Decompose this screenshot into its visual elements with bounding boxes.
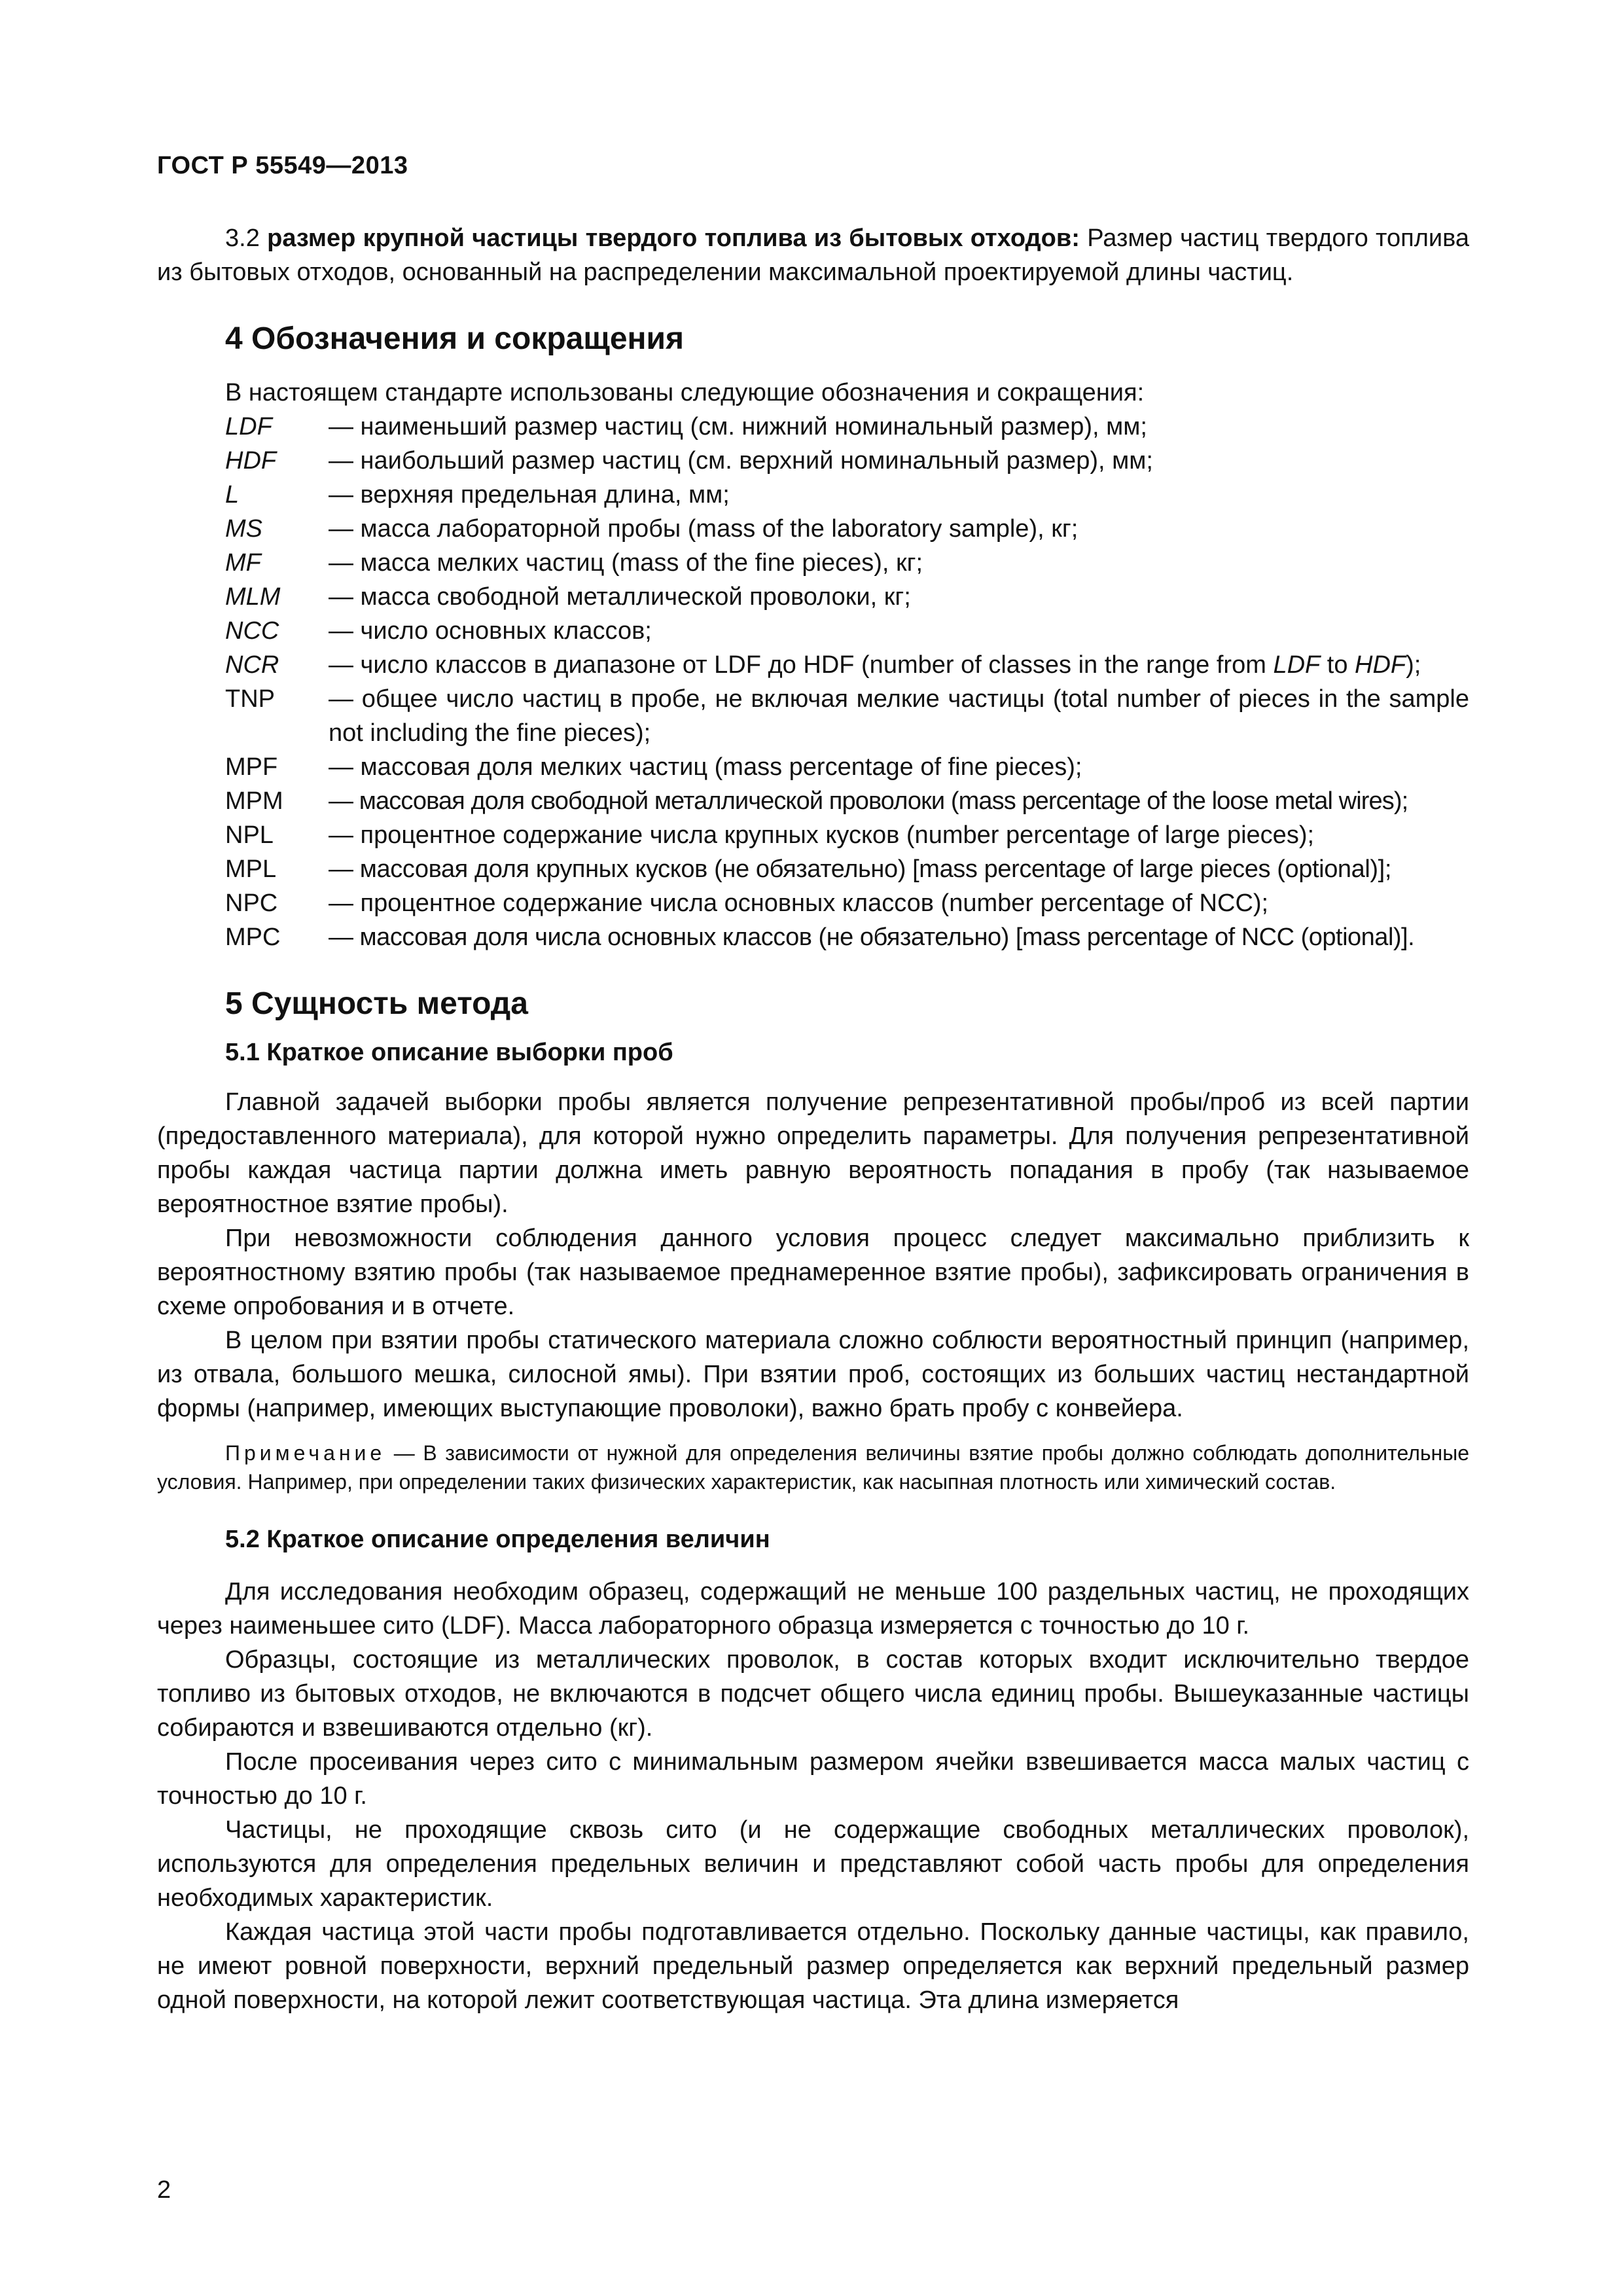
paragraph: Образцы, состоящие из металлических проволок, в состав которых входит исключительно твердое топливо из бытовых отходов, не включаются в подсчет общего числа единиц пробы. Вышеуказанные частицы собираются и взвешиваются отдельно (кг). — [157, 1646, 1469, 1742]
abbr-key: MPL — [225, 855, 277, 883]
section-5-title: 5 Сущность метода — [225, 986, 528, 1021]
abbr-key: NCC — [225, 617, 279, 645]
abbr-value: — наибольший размер частиц (см. верхний номинальный размер), мм; — [329, 447, 1153, 475]
section-5-1-title: 5.1 Краткое описание выборки проб — [225, 1039, 673, 1066]
paragraph: Каждая частица этой части пробы подготавливается отдельно. Поскольку данные частицы, как правило, не имеют ровной поверхности, верхний предельный размер определяется как верхний предельный размер одной поверхности, на которой лежит соответствующая частица. Эта длина измеряется — [157, 1918, 1469, 2014]
note-label: Примечание — [225, 1441, 386, 1465]
abbr-value: — наименьший размер частиц (см. нижний номинальный размер), мм; — [329, 413, 1147, 440]
note-text: — В зависимости от нужной для определения величины взятие пробы должно соблюдать дополнительные условия. Например, при определении таких физических характеристик, как насыпная плотность или химический состав. — [157, 1441, 1469, 1494]
definition-number: 3.2 — [225, 224, 260, 252]
section-5-2-title: 5.2 Краткое описание определения величин — [225, 1526, 770, 1553]
abbreviations-list — [225, 410, 1469, 954]
abbr-value: — процентное содержание числа крупных кусков (number percentage of large pieces); — [329, 821, 1315, 849]
abbr-value: — процентное содержание числа основных классов (number percentage of NCC); — [329, 889, 1269, 917]
abbr-key: MPM — [225, 787, 283, 815]
paragraph: Частицы, не проходящие сквозь сито (и не содержащие свободных металлических проволок), используются для определения предельных величин и представляют собой часть пробы для определения необходимых характеристик. — [157, 1816, 1469, 1912]
abbr-value: — массовая доля числа основных классов (не обязательно) [mass percentage of NCC (optional)]. — [329, 924, 1415, 951]
abbr-key: TNP — [225, 685, 275, 713]
document-body — [157, 221, 1469, 2017]
definition-text: Размер частиц твердого топлива из бытовых отходов, основанный на распределении максимальной проектируемой длины частиц. — [157, 224, 1469, 286]
abbr-key: MS — [225, 515, 262, 543]
abbr-key: NPL — [225, 821, 274, 849]
abbr-key: HDF — [225, 447, 277, 475]
abbr-key: L — [225, 481, 240, 509]
paragraph: После просеивания через сито с минимальным размером ячейки взвешивается масса малых частиц с точностью до 10 г. — [157, 1748, 1469, 1810]
abbr-key: NCR — [225, 651, 279, 679]
paragraph: В целом при взятии пробы статического материала сложно соблюсти вероятностный принцип (например, из отвала, большого мешка, силосной ямы). При взятии проб, состоящих из больших частиц нестандартной формы (например, имеющих выступающие проволоки), важно брать пробу с конвейера. — [157, 1327, 1469, 1422]
section-4-title: 4 Обозначения и сокращения — [225, 321, 685, 356]
paragraph: Для исследования необходим образец, содержащий не меньше 100 раздельных частиц, не проходящих через наименьшее сито (LDF). Масса лабораторного образца измеряется с точностью до 10 г. — [157, 1578, 1469, 1640]
definition-3-2 — [157, 221, 1469, 289]
abbr-key: MPC — [225, 924, 281, 951]
page-number: 2 — [157, 2176, 171, 2204]
paragraph: При невозможности соблюдения данного условия процесс следует максимально приблизить к вероятностному взятию пробы (так называемое преднамеренное взятие пробы), зафиксировать ограничения в схеме опробования и в отчете. — [157, 1225, 1469, 1320]
abbr-key: MLM — [225, 583, 281, 611]
abbr-value: — массовая доля мелких частиц (mass percentage of fine pieces); — [329, 753, 1082, 781]
abbr-key: MF — [225, 549, 261, 577]
abbr-value: — массовая доля свободной металлической проволоки (mass percentage of the loose metal wires); — [329, 787, 1408, 815]
abbr-value: — верхняя предельная длина, мм; — [329, 481, 730, 509]
abbr-value: — массовая доля крупных кусков (не обязательно) [mass percentage of large pieces (optional)]; — [329, 855, 1392, 883]
standard-header: ГОСТ Р 55549—2013 — [157, 152, 408, 179]
abbr-value: — число основных классов; — [329, 617, 652, 645]
abbr-key: NPC — [225, 889, 278, 917]
abbr-value: — масса мелких частиц (mass of the fine pieces), кг; — [329, 549, 923, 577]
note — [157, 1439, 1469, 1496]
paragraph: Главной задачей выборки пробы является получение репрезентативной пробы/проб из всей партии (предоставленного материала), для которой нужно определить параметры. Для получения репрезентативной пробы каждая частица партии должна иметь равную вероятность попадания в пробу (так называемое вероятностное взятие пробы). — [157, 1088, 1469, 1218]
section-4-intro: В настоящем стандарте использованы следующие обозначения и сокращения: — [225, 379, 1145, 406]
abbr-value: — масса свободной металлической проволоки, кг; — [329, 583, 911, 611]
abbr-value: — масса лабораторной пробы (mass of the laboratory sample), кг; — [329, 515, 1079, 543]
abbr-key: LDF — [225, 413, 272, 440]
abbr-key: MPF — [225, 753, 278, 781]
abbr-value: — общее число частиц в пробе, не включая мелкие частицы (total number of pieces in the sample not including the fine pieces); — [329, 685, 1469, 747]
abbr-value: — число классов в диапазоне от LDF до HDF (number of classes in the range from LDF to HDF); — [329, 651, 1421, 679]
definition-term: размер крупной частицы твердого топлива из бытовых отходов: — [267, 224, 1080, 252]
